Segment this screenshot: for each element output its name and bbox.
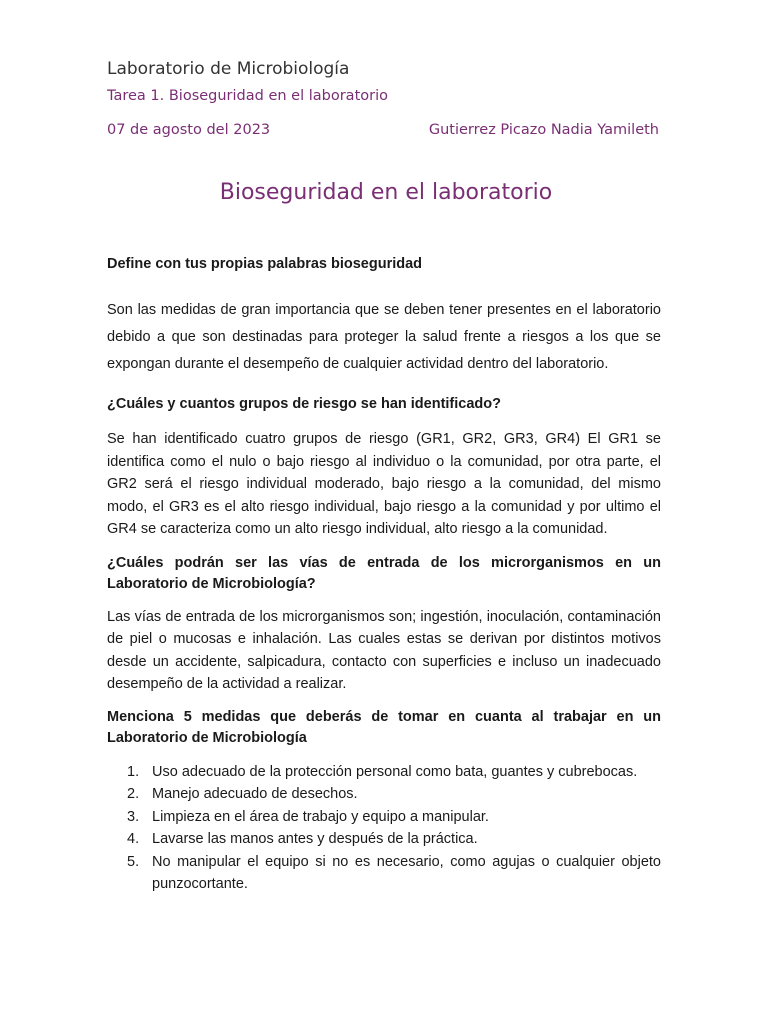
meta-row (107, 122, 659, 138)
author-name: Gutierrez Picazo Nadia Yamileth (428, 122, 659, 138)
measures-list (107, 761, 661, 896)
list-item-text: Manejo adecuado de desechos. (152, 786, 358, 802)
list-item-text: Uso adecuado de la protección personal como bata, guantes y cubrebocas. (152, 763, 638, 780)
document-header (107, 58, 388, 106)
section-answer: Las vías de entrada de los microrganismos son; ingestión, inoculación, contaminación de piel o mucosas e inhalación. Las cuales estas se derivan por distintos motivos desde un accidente, salpicadura, contacto con superficies e incluso un inadecuado desempeño de la actividad a realizar. (107, 608, 661, 692)
task-subtitle: Tarea 1. Bioseguridad en el laboratorio (107, 88, 388, 104)
section-question: Menciona 5 medidas que deberás de tomar en cuanta al trabajar en un Laboratorio de Microbiología (107, 708, 661, 746)
list-number: 5. (127, 853, 140, 870)
list-item-text: Lavarse las manos antes y después de la práctica. (152, 831, 478, 847)
section-question: ¿Cuáles podrán ser las vías de entrada de los microrganismos en un Laboratorio de Microbiología? (107, 554, 661, 592)
section-answer: Se han identificado cuatro grupos de riesgo (GR1, GR2, GR3, GR4) El GR1 se identifica como el nulo o bajo riesgo al individuo o la comunidad, por otra parte, el GR2 será el riesgo individual moderado, bajo riesgo a la comunidad, del mismo modo, el GR3 es el alto riesgo individual, bajo riesgo a la comunidad y por ultimo el GR4 se caracteriza como un alto riesgo individual, alto riesgo a la comunidad. (107, 431, 661, 537)
list-number: 1. (127, 763, 140, 780)
list-item-text: Limpieza en el área de trabajo y equipo a manipular. (152, 808, 489, 825)
list-item (107, 783, 661, 806)
section-question: ¿Cuáles y cuantos grupos de riesgo se han identificado? (107, 396, 501, 412)
section-question: Define con tus propias palabras bioseguridad (107, 256, 423, 272)
document-body (107, 252, 661, 896)
list-item-text: No manipular el equipo si no es necesario, como agujas o cualquier objeto punzocortante. (152, 853, 661, 892)
list-number: 3. (127, 808, 140, 825)
list-item (107, 806, 661, 829)
document-date: 07 de agosto del 2023 (107, 122, 271, 138)
list-item (107, 761, 661, 784)
list-item (107, 828, 661, 851)
section-answer: Son las medidas de gran importancia que se deben tener presentes en el laboratorio debido a que son destinadas para proteger la salud frente a riesgos a los que se expongan durante el desempeño de cualquier actividad dentro del laboratorio. (107, 302, 661, 372)
list-number: 4. (127, 831, 140, 847)
list-number: 2. (127, 786, 140, 802)
list-item (107, 851, 661, 896)
page-title: Bioseguridad en el laboratorio (219, 180, 553, 205)
lab-title: Laboratorio de Microbiología (107, 59, 350, 79)
